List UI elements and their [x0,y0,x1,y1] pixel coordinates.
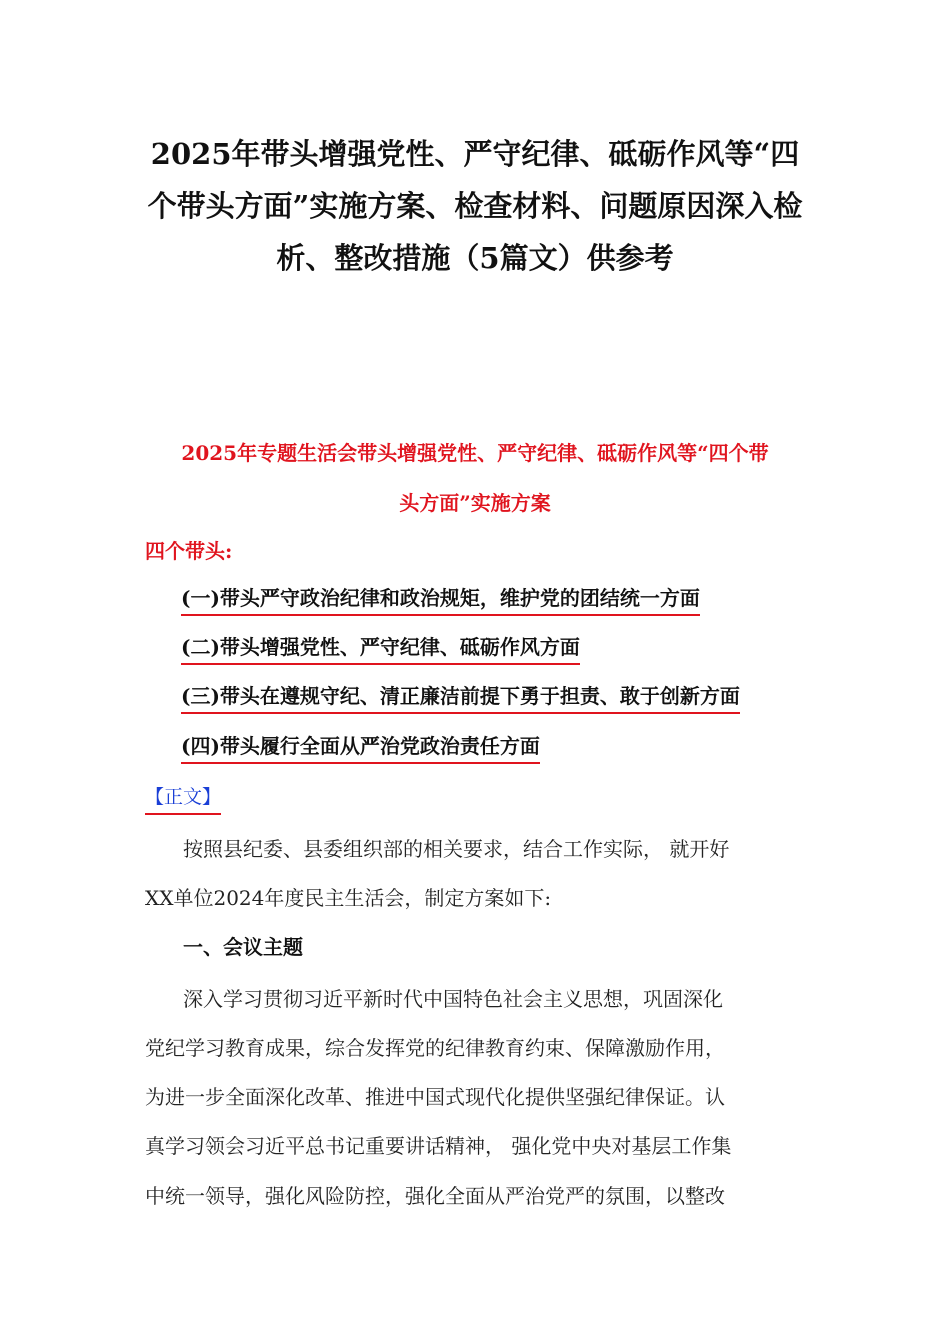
section-title [140,428,810,528]
title-line: 析、整改措施（5篇文）供参考 [276,241,674,275]
section-heading: 一、会议主题 [183,935,303,959]
paragraph-line: 深入学习贯彻习近平新时代中国特色社会主义思想，巩固深化 [183,987,723,1011]
subtitle-line: 2025年专题生活会带头增强党性、严守纪律、砥砺作风等“四个带 [181,441,769,465]
paragraph-line: 按照县纪委、县委组织部的相关要求，结合工作实际， 就开好 [183,837,730,861]
paragraph-line: 中统一领导，强化风险防控，强化全面从严治党严的氛围，以整改 [145,1184,725,1208]
paragraph-line: 党纪学习教育成果，综合发挥党的纪律教育约束、保障激励作用， [145,1036,725,1060]
paragraph-line: 为进一步全面深化改革、推进中国式现代化提供坚强纪律保证。认 [145,1085,725,1109]
title-line: 2025年带头增强党性、严守纪律、砥砺作风等“四 [150,137,800,171]
four-heads-label: 四个带头: [145,539,233,563]
paragraph-line: 真学习领会习近平总书记重要讲话精神， 强化党中央对基层工作集 [145,1134,732,1158]
paragraph-line: XX单位2024年度民主生活会，制定方案如下: [145,886,552,910]
subtitle-line: 头方面”实施方案 [399,491,551,515]
title-line: 个带头方面”实施方案、检查材料、问题原因深入检 [147,189,803,223]
list-item: (二)带头增强党性、严守纪律、砥砺作风方面 [181,631,580,665]
list-item: (一)带头严守政治纪律和政治规矩，维护党的团结统一方面 [181,582,700,616]
list-item: (三)带头在遵规守纪、清正廉洁前提下勇于担责、敢于创新方面 [181,680,740,714]
document-title [140,128,810,284]
body-marker: 【正文】 [145,781,221,815]
list-item: (四)带头履行全面从严治党政治责任方面 [181,730,540,764]
